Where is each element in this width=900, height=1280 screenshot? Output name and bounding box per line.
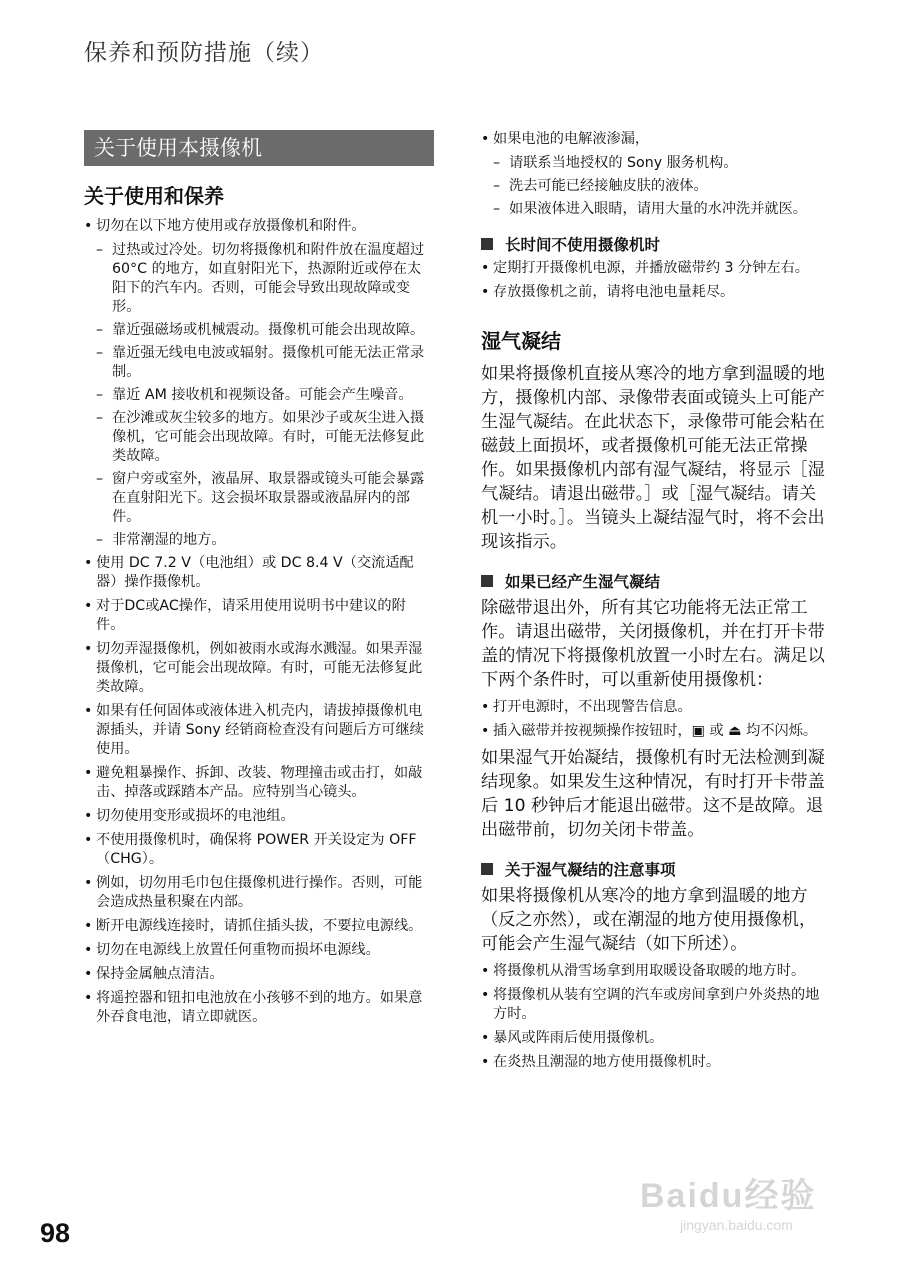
occurred-paragraph-2: 如果湿气开始凝结，摄像机有时无法检测到凝结现象。如果发生这种情况，有时打开卡带盖后 10 秒钟后才能退出磁带。这不是故障。退出磁带前，切勿关闭卡带盖。 [481,748,825,840]
list-item: • 使用 DC 7.2 V（电池组）或 DC 8.4 V（交流适配器）操作摄像机。 [84,554,434,592]
list-item: • 例如，切勿用毛巾包住摄像机进行操作。否则，可能会造成热量积聚在内部。 [84,874,434,912]
list-item: • 避免粗暴操作、拆卸、改装、物理撞击或击打，如敲击、掉落或踩踏本产品。应特别当心镜头。 [84,764,434,802]
occurred-title: 如果已经产生湿气凝结 [505,573,661,591]
longterm-title: 长时间不使用摄像机时 [505,236,661,254]
list-item: • 如果有任何固体或液体进入机壳内，请拔掉摄像机电源插头，并请 Sony 经销商检查没有问题后方可继续使用。 [84,702,434,759]
list-item: • 将摄像机从装有空调的汽车或房间拿到户外炎热的地方时。 [481,986,833,1024]
occurred-paragraph: 除磁带退出外，所有其它功能将无法正常工作。请退出磁带，关闭摄像机，并在打开卡带盖的情况下将摄像机放置一小时左右。满足以下两个条件时，可以重新使用摄像机： [481,598,825,690]
dash-item: – 非常潮湿的地方。 [84,531,434,550]
list-item: • 将遥控器和钮扣电池放在小孩够不到的地方。如果意外吞食电池，请立即就医。 [84,989,434,1027]
condensation-title: 湿气凝结 [481,329,561,353]
square-bullet-icon [481,575,493,587]
dash-item: – 请联系当地授权的 Sony 服务机构。 [481,154,833,173]
list-item: • 切勿在以下地方使用或存放摄像机和附件。 [84,217,434,236]
electrolyte-dash-list [481,154,833,219]
electrolyte-list [481,130,833,149]
notes-title: 关于湿气凝结的注意事项 [505,861,676,879]
list-item: • 定期打开摄像机电源，并播放磁带约 3 分钟左右。 [481,259,833,278]
longterm-list [481,259,833,302]
page-number: 98 [40,1218,71,1248]
usage-list [84,217,434,236]
list-item: • 如果电池的电解液渗漏， [481,130,833,149]
list-item: • 将摄像机从滑雪场拿到用取暖设备取暖的地方时。 [481,962,833,981]
dash-item: – 过热或过冷处。切勿将摄像机和附件放在温度超过 60°C 的地方，如直射阳光下，热源附近或停在太阳下的汽车内。否则，可能会导致出现故障或变形。 [84,241,434,317]
dash-item: – 靠近强无线电电波或辐射。摄像机可能无法正常录制。 [84,344,434,382]
dash-item: – 洗去可能已经接触皮肤的液体。 [481,177,833,196]
list-item: • 断开电源线连接时，请抓住插头拔，不要拉电源线。 [84,917,434,936]
list-item: • 暴风或阵雨后使用摄像机。 [481,1029,833,1048]
condensation-paragraph: 如果将摄像机直接从寒冷的地方拿到温暖的地方，摄像机内部、录像带表面或镜头上可能产生湿气凝结。在此状态下，录像带可能会粘在磁鼓上面损坏，或者摄像机可能无法正常操作。如果摄像机内部有湿气凝结，将显示［湿气凝结。请退出磁带。］或［湿气凝结。请关机一小时。］。当镜头上凝结湿气时，将不会出现该指示。 [481,364,825,552]
left-column [84,130,434,1032]
page-header: 保养和预防措施（续） [84,40,324,66]
list-item: • 保持金属触点清洁。 [84,965,434,984]
dash-item: – 靠近 AM 接收机和视频设备。可能会产生噪音。 [84,386,434,405]
longterm-heading [481,233,833,255]
square-bullet-icon [481,863,493,875]
list-item: • 对于DC或AC操作，请采用使用说明书中建议的附件。 [84,597,434,635]
list-item: • 切勿弄湿摄像机，例如被雨水或海水溅湿。如果弄湿摄像机，它可能会出现故障。有时，可能无法修复此类故障。 [84,640,434,697]
notes-heading [481,858,833,880]
occurred-heading [481,570,833,592]
section-bar-title: 关于使用本摄像机 [84,130,434,166]
dash-item: – 窗户旁或室外，液晶屏、取景器或镜头可能会暴露在直射阳光下。这会损坏取景器或液晶屏内的部件。 [84,470,434,527]
list-item: • 存放摄像机之前，请将电池电量耗尽。 [481,283,833,302]
notes-list [481,962,833,1072]
watermark [640,1168,840,1238]
square-bullet-icon [481,238,493,250]
location-dash-list [84,241,434,550]
right-column [481,130,833,1077]
dash-item: – 如果液体进入眼睛，请用大量的水冲洗并就医。 [481,200,833,219]
section-title: 关于使用和保养 [84,184,224,208]
list-item: • 不使用摄像机时，确保将 POWER 开关设定为 OFF（CHG）。 [84,831,434,869]
occurred-list [481,698,833,741]
list-item: • 打开电源时，不出现警告信息。 [481,698,833,717]
notes-paragraph: 如果将摄像机从寒冷的地方拿到温暖的地方（反之亦然），或在潮湿的地方使用摄像机，可能会产生湿气凝结（如下所述）。 [481,886,817,954]
list-item: • 切勿在电源线上放置任何重物而损坏电源线。 [84,941,434,960]
list-item: • 在炎热且潮湿的地方使用摄像机时。 [481,1053,833,1072]
watermark-url: jingyan.baidu.com [680,1217,793,1233]
usage-bullet-list [84,554,434,1027]
dash-item: – 在沙滩或灰尘较多的地方。如果沙子或灰尘进入摄像机，它可能会出现故障。有时，可能无法修复此类故障。 [84,409,434,466]
list-item: • 插入磁带并按视频操作按钮时，▣ 或 ⏏ 均不闪烁。 [481,722,833,741]
watermark-logo: Baidu经验 [640,1177,817,1215]
dash-item: – 靠近强磁场或机械震动。摄像机可能会出现故障。 [84,321,434,340]
list-item: • 切勿使用变形或损坏的电池组。 [84,807,434,826]
